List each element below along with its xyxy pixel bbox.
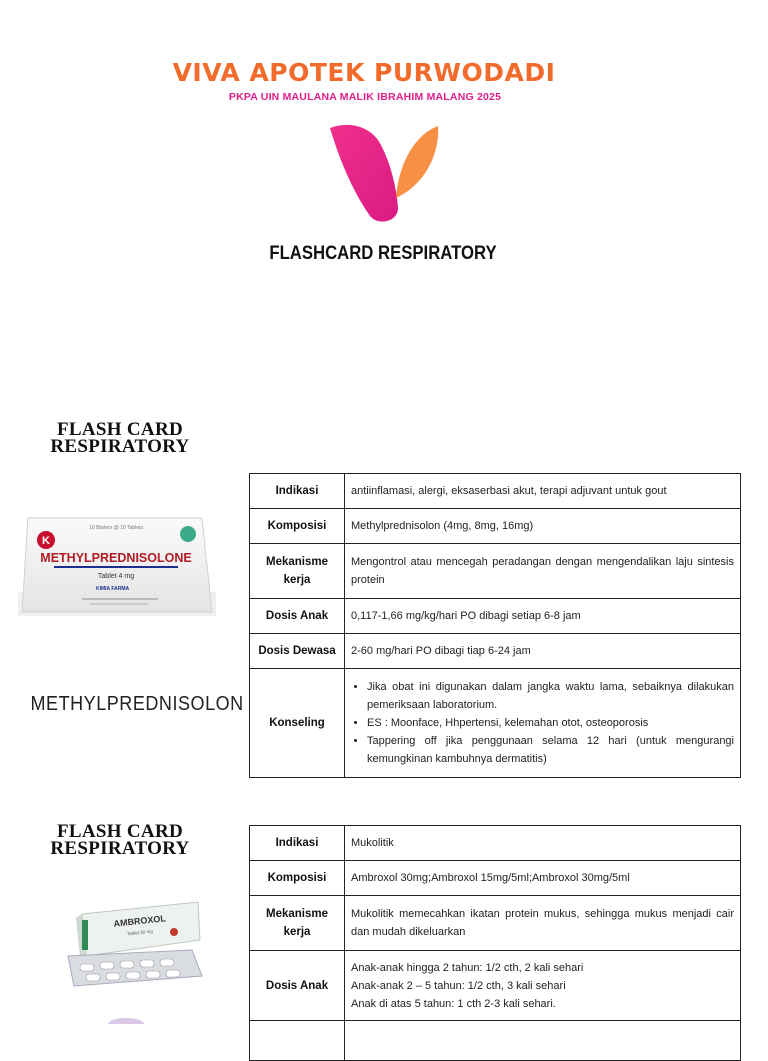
row-label: Dosis Anak: [250, 951, 345, 1021]
row-value: 2-60 mg/hari PO dibagi tiap 6-24 jam: [345, 634, 741, 669]
row-label: Komposisi: [250, 861, 345, 896]
table-row: [250, 599, 741, 634]
box-brand: KIMIA FARMA: [96, 586, 130, 592]
table-row: [250, 1021, 741, 1061]
table-row: [250, 861, 741, 896]
dose-line: Anak-anak hingga 2 tahun: 1/2 cth, 2 kali sehari: [351, 961, 584, 974]
box-strength: Tablet 4 mg: [97, 573, 135, 580]
viva-logo: [326, 122, 442, 226]
row-label: Dosis Dewasa: [250, 634, 345, 669]
row-label: Mekanisme kerja: [250, 896, 345, 951]
row-value: Ambroxol 30mg;Ambroxol 15mg/5ml;Ambroxol 30mg/5ml: [345, 861, 741, 896]
box-top-text: 10 Blisters @ 10 Tablets: [89, 525, 143, 531]
program-subtitle: PKPA UIN MAULANA MALIK IBRAHIM MALANG 2025: [228, 91, 502, 103]
row-label: Konseling: [250, 669, 345, 778]
row-label: Dosis Anak: [250, 599, 345, 634]
flashcard-side-title: [20, 421, 220, 455]
row-value: Mukolitik memecahkan ikatan protein mukus, sehingga mukus menjadi cair dan mudah dikeluarkan: [345, 896, 741, 951]
list-item: • Tappering off jika penggunaan selama 12 hari (untuk mengurangi kemungkinan kambuhnya dermatitis): [367, 732, 734, 768]
table-row: [250, 896, 741, 951]
box-drug-name: AMBROXOL: [113, 913, 167, 929]
table-row: [250, 826, 741, 861]
table-row: [250, 544, 741, 599]
row-value: [345, 951, 741, 1021]
flashcard-side-title: [20, 823, 220, 857]
row-value: [345, 669, 741, 778]
row-label: [250, 1021, 345, 1061]
row-label: Mekanisme kerja: [250, 544, 345, 599]
side-title-line2: RESPIRATORY: [50, 838, 190, 859]
drug-name-label: METHYLPREDNISOLON: [30, 693, 244, 715]
box-strength: Tablet 30 mg: [126, 928, 153, 937]
box-drug-name: METHYLPREDNISOLONE: [40, 551, 192, 565]
side-title-line2: RESPIRATORY: [50, 436, 190, 457]
list-item: • Jika obat ini digunakan dalam jangka waktu lama, sebaiknya dilakukan pemeriksaan laboratorium.: [367, 678, 734, 714]
row-label: Indikasi: [250, 474, 345, 509]
row-value: Methylprednisolon (4mg, 8mg, 16mg): [345, 509, 741, 544]
list-item: • ES : Moonface, Hhpertensi, kelemahan otot, osteoporosis: [367, 714, 734, 732]
methylprednisolone-box-image: [18, 516, 216, 616]
side-title-line1: FLASH CARD: [57, 419, 183, 440]
dose-line: Anak di atas 5 tahun: 1 cth 2-3 kali sehari.: [351, 997, 556, 1010]
table-row: [250, 951, 741, 1021]
row-value: Mukolitik: [345, 826, 741, 861]
row-label: Komposisi: [250, 509, 345, 544]
row-value: 0,117-1,66 mg/kg/hari PO dibagi setiap 6-8 jam: [345, 599, 741, 634]
table-row: [250, 669, 741, 778]
side-title-line1: FLASH CARD: [57, 821, 183, 842]
main-title: FLASHCARD RESPIRATORY: [269, 243, 497, 264]
drug-image-partial: [98, 1014, 158, 1024]
dose-line: Anak-anak 2 – 5 tahun: 1/2 cth, 3 kali sehari: [351, 979, 566, 992]
ambroxol-box-image: [62, 896, 212, 1006]
table-row: [250, 474, 741, 509]
row-label: Indikasi: [250, 826, 345, 861]
row-value: Mengontrol atau mencegah peradangan dengan mengendalikan laju sintesis protein: [345, 544, 741, 599]
table-row: [250, 634, 741, 669]
counseling-list: [351, 678, 734, 768]
pharmacy-title: VIVA APOTEK PURWODADI: [172, 58, 556, 87]
box-brand-mark: K: [42, 535, 50, 547]
drug-info-table: [249, 473, 741, 778]
drug-info-table: [249, 825, 741, 1061]
row-value: antiinflamasi, alergi, eksaserbasi akut, terapi adjuvant untuk gout: [345, 474, 741, 509]
table-row: [250, 509, 741, 544]
row-value: [345, 1021, 741, 1061]
